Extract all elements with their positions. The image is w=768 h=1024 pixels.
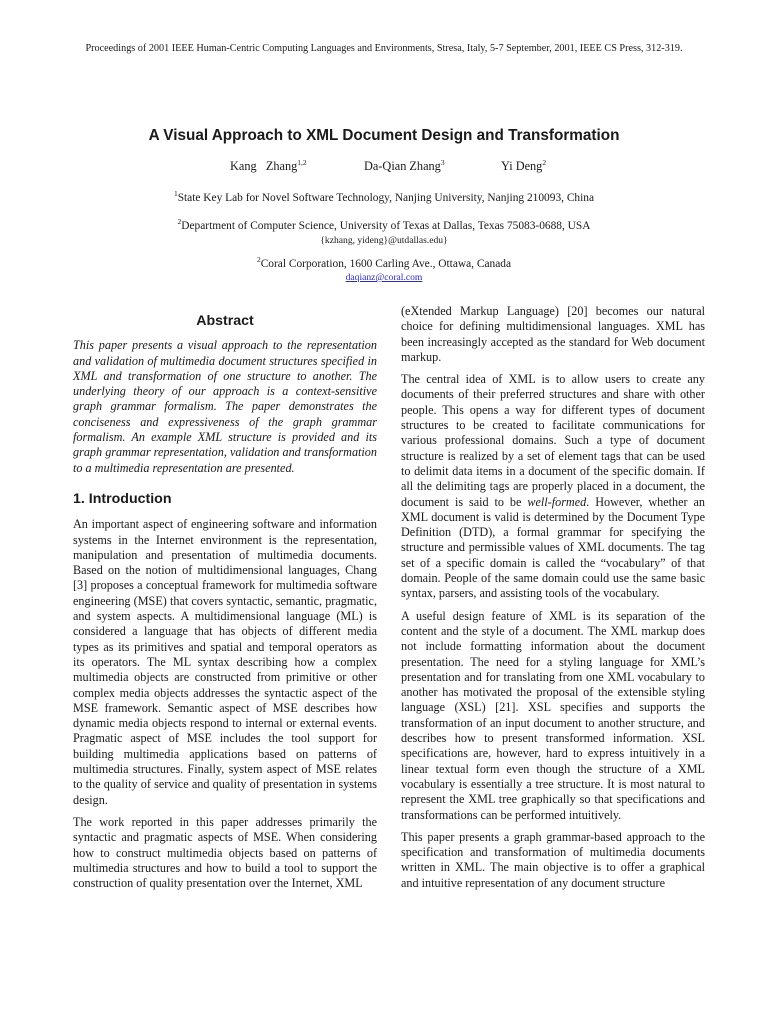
affiliation-2	[0, 217, 768, 232]
intro-paragraph-2: The work reported in this paper addresses primarily the syntactic and pragmatic aspects of MSE. When considering how to construct multimedia objects based on patterns of multimedia structures and how to build a tool to support the construction of quality presentation over the Internet, XML	[73, 814, 377, 891]
intro-paragraph-1: An important aspect of engineering software and information systems in the Internet environment is the representation, manipulation and presentation of multimedia documents. Based on the notion of multidimensional languages, Chang [3] proposes a conceptual framework for multimedia software engineering (MSE) that covers syntactic, semantic, pragmatic, and system aspects. A multidimensional language (ML) is considered a language that has objects of different media types as its primitives and spatial and temporal operators as its operators. The ML syntax describing how a complex multimedia objects are constructed from primitive or other complex media objects addresses the syntactic aspect of the MSE framework. Semantic aspect of MSE describes how dynamic media objects respond to internal or external events. Pragmatic aspect of MSE includes the tool support for building multimedia applications based on patterns of multimedia structures. Finally, system aspect of MSE relates to the quality of service and quality of presentation in systems design.	[73, 517, 377, 807]
right-paragraph-1: (eXtended Markup Language) [20] becomes our natural choice for defining multidimensional languages. XML has been increasingly accepted as the standard for Web document markup.	[401, 304, 705, 364]
author-yi-deng	[501, 159, 546, 174]
right-paragraph-4: This paper presents a graph grammar-based approach to the specification and transformation of multimedia documents written in XML. The main objective is to offer a graphical and intuitive representation of any document structure	[401, 829, 705, 890]
affiliation-sup: 2	[177, 217, 182, 226]
author-affil-sup: 3	[440, 158, 445, 167]
author-name: Kang Zhang	[230, 159, 298, 173]
email-coral-link[interactable]: daqianz@coral.com	[345, 272, 423, 283]
author-affil-sup: 2	[542, 158, 547, 167]
affiliation-sup: 1	[173, 189, 178, 198]
author-kang-zhang	[230, 159, 307, 174]
affiliation-text: Department of Computer Science, University of Texas at Dallas, Texas 75083-0688, USA	[181, 220, 591, 232]
email-utd: {kzhang, yideng}@utdallas.edu}	[320, 235, 448, 246]
author-da-qian-zhang	[364, 159, 445, 174]
p2-text-before: The central idea of XML is to allow users to create any documents of their preferred structures and share with other people. This opens a way for different types of document structures to be created to facilitate communications for various professional domains. Such a type of document structure is realized by a set of element tags that can be used to delimit data items in a document of the specific domain. If all the delimiting tags are properly placed in a document, the document is said to be	[401, 372, 705, 509]
author-affil-sup: 1,2	[297, 158, 307, 167]
right-paragraph-3: A useful design feature of XML is its separation of the content and the style of a document. The XML markup does not include formatting information about the document presentation. The need for a styling language for XML’s presentation and for translating from one XML vocabulary to another has motivated the proposal of the extensible styling language (XSL) [21]. XSL specifies and supports the transformation of an input document to another structure, and describes how to present transformed information. XSL specifications are, however, hard to express intuitively in a linear textual form even though the structure of a XML vocabulary is essentially a tree structure. It is most natural to represent the XML tree graphically so that specifications and transformations can be performed intuitively.	[401, 608, 705, 822]
affiliation-sup: 2	[256, 255, 261, 264]
left-column	[73, 314, 377, 898]
email-coral-row	[0, 272, 768, 283]
proceedings-line: Proceedings of 2001 IEEE Human-Centric Computing Languages and Environments, Stresa, Italy, 5-7 September, 2001, IEEE CS Press, 312-319.	[85, 43, 683, 54]
well-formed-term: well-formed	[527, 494, 587, 509]
affiliation-1	[0, 189, 768, 204]
affiliation-3	[0, 255, 768, 270]
affiliation-text: Coral Corporation, 1600 Carling Ave., Ottawa, Canada	[260, 258, 512, 270]
affiliation-text: State Key Lab for Novel Software Technology, Nanjing University, Nanjing 210093, China	[177, 192, 595, 204]
p2-text-after: . However, whether an XML document is valid is determined by the Document Type Definition (DTD), a formal grammar for specifying the structure and permissible values of XML documents. The tag set of a specific domain is called the “vocabulary” of that domain. People of the same domain could use the same basic syntax, parsers, and assisting tools of the vocabulary.	[401, 494, 705, 601]
author-name: Da-Qian Zhang	[364, 159, 441, 173]
right-column	[401, 304, 705, 898]
right-paragraph-2	[401, 372, 705, 601]
abstract-heading: Abstract	[196, 313, 254, 329]
author-name: Yi Deng	[501, 159, 543, 173]
abstract-text: This paper presents a visual approach to the representation and validation of multimedia document structures specified in XML and transformation of one structure to another. The underlying theory of our approach is a context-sensitive graph grammar formalism. The paper demonstrates the conciseness and expressiveness of the graph grammar formalism. An example XML structure is provided and its graph grammar representation, validation and transformation to a multimedia representation are presented.	[73, 338, 377, 475]
paper-title: A Visual Approach to XML Document Design and Transformation	[148, 127, 620, 144]
introduction-heading: 1. Introduction	[73, 490, 172, 507]
